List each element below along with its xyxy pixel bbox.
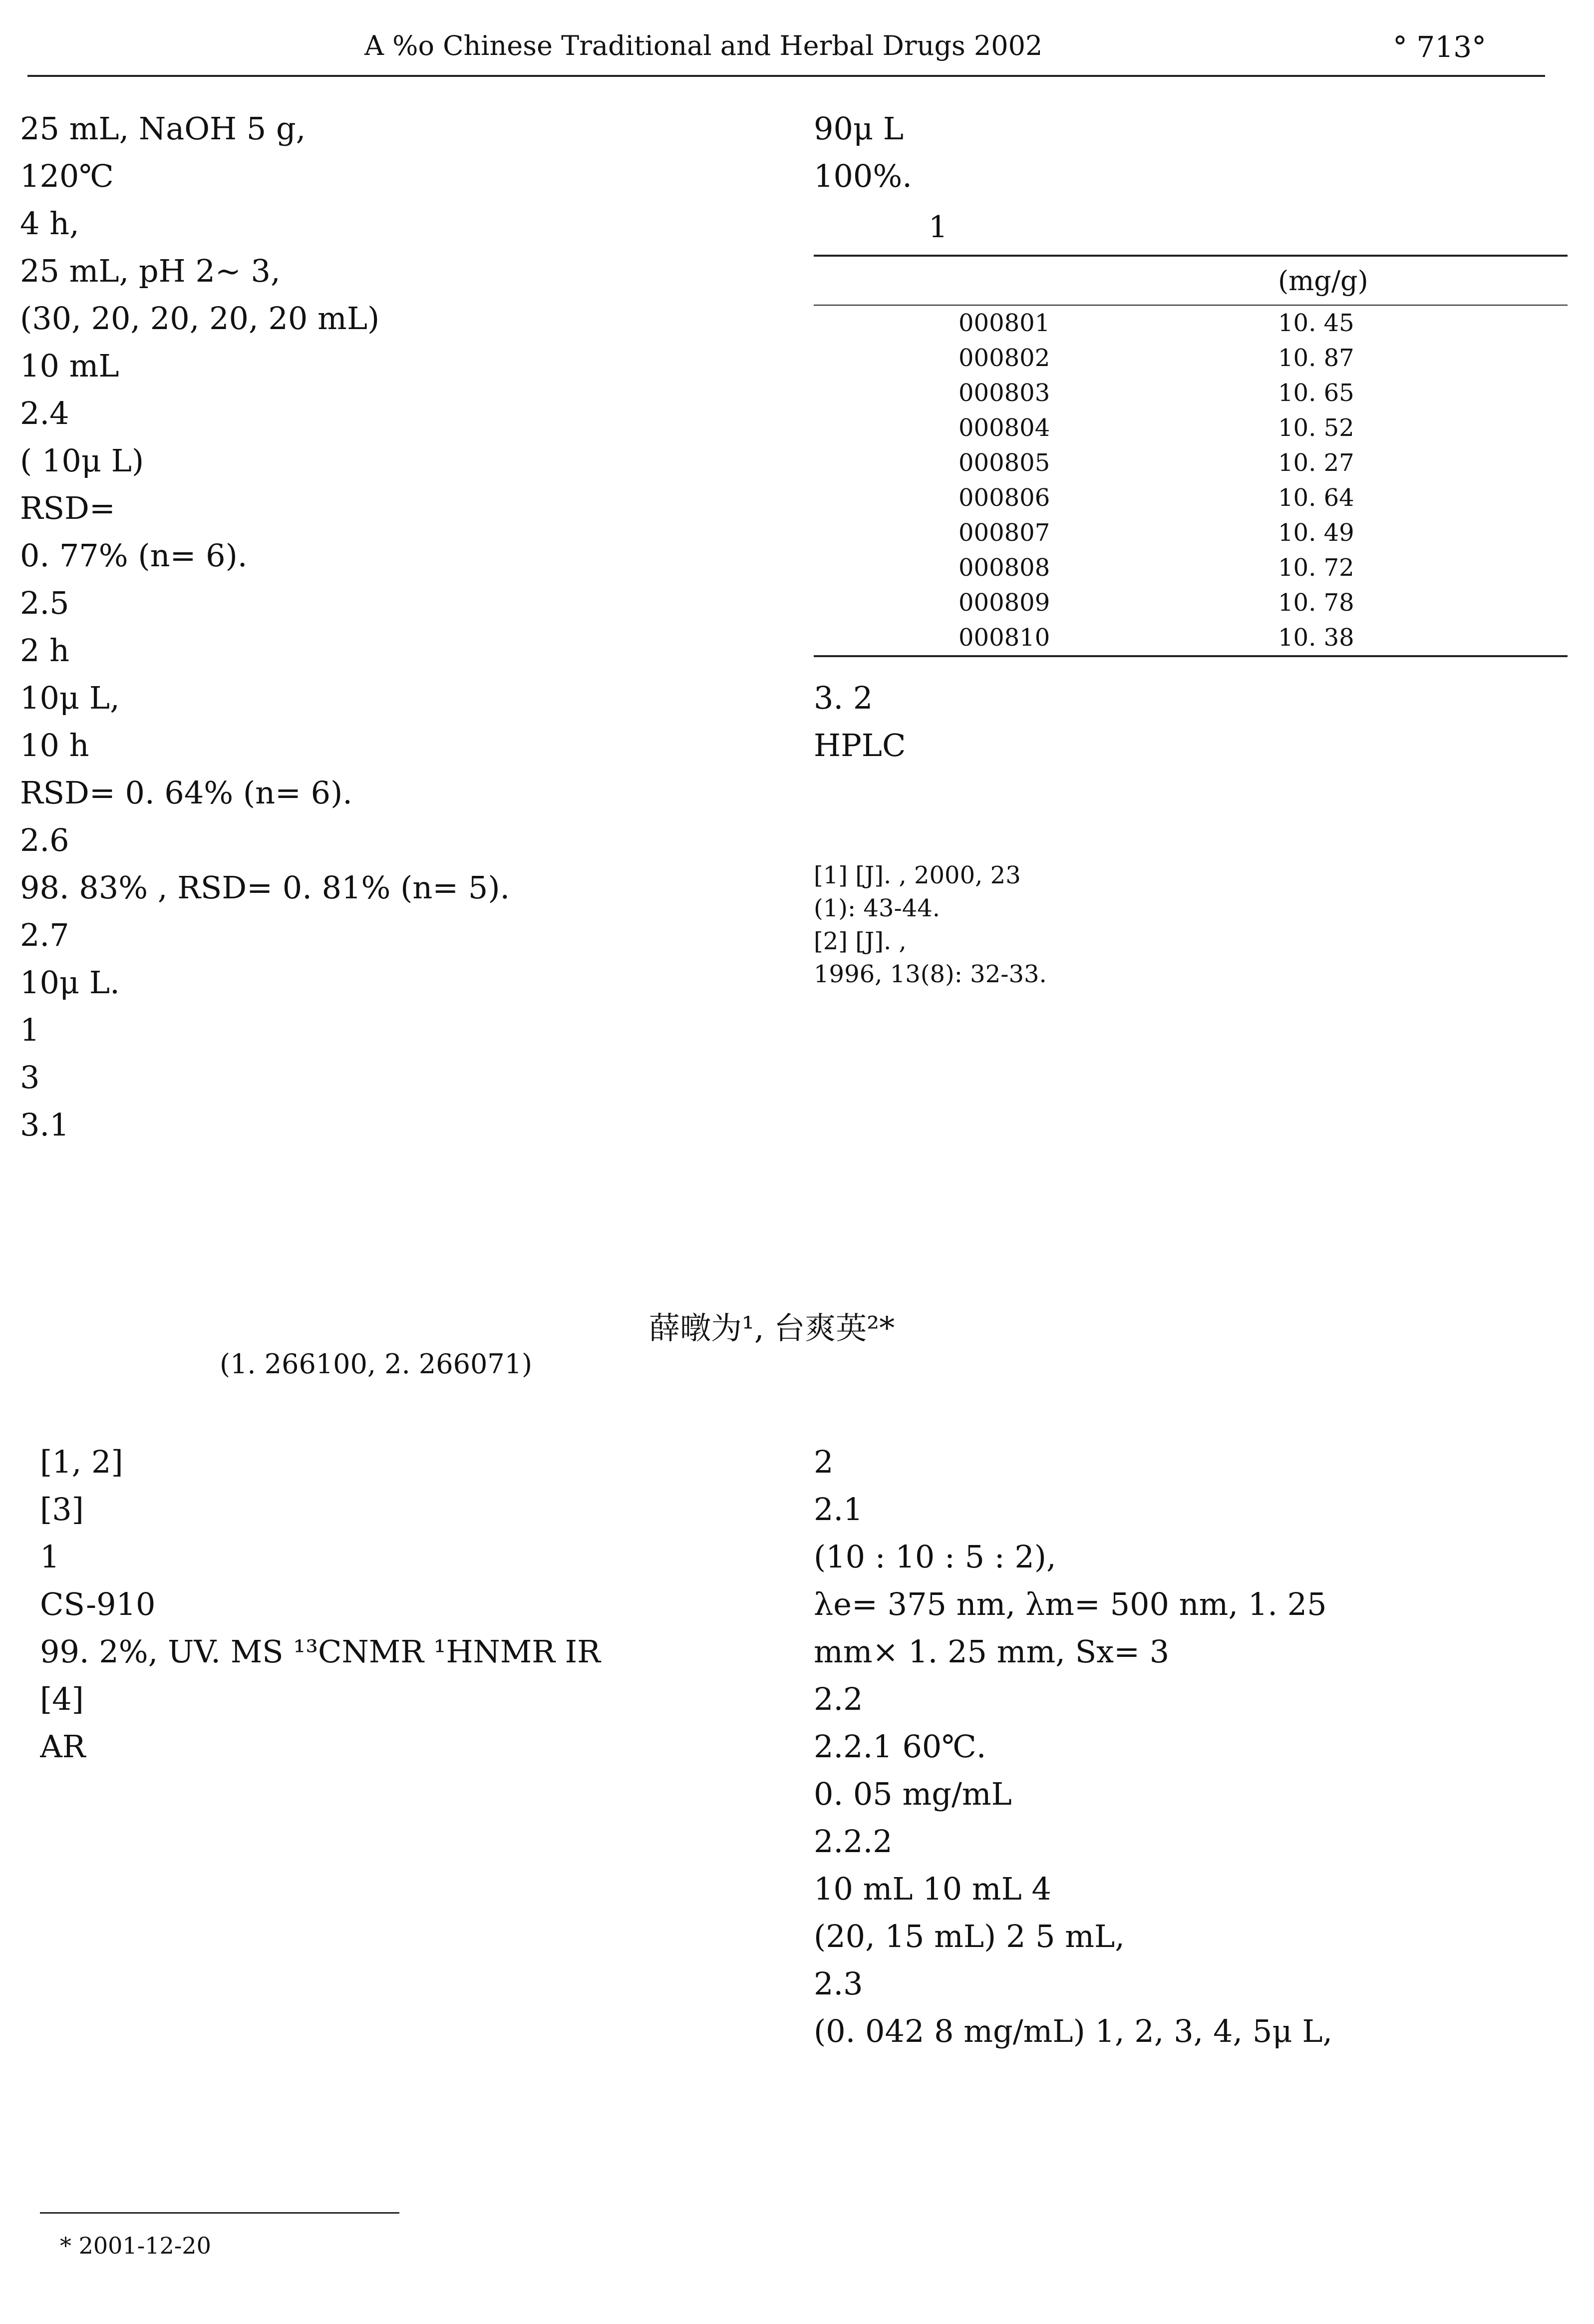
text-line: 1	[20, 1012, 40, 1048]
running-header	[0, 20, 1594, 90]
text-line: RSD=	[20, 490, 115, 526]
value-cell: 10. 72	[1278, 554, 1354, 582]
sample-id-cell: 000807	[958, 519, 1050, 547]
sample-id-cell: 000808	[958, 554, 1050, 582]
page-number: ° 713°	[1393, 30, 1487, 64]
references	[814, 859, 1568, 991]
text-line: 2 h	[20, 632, 70, 669]
text-line: 2.2.2	[814, 1823, 893, 1860]
sample-id-cell: 000802	[958, 344, 1050, 372]
right-column-top	[814, 105, 1568, 200]
text-line: ( 10μ L)	[20, 442, 144, 479]
text-line: 2.3	[814, 1965, 863, 2002]
text-line: 99. 2%, UV. MS ¹³CNMR ¹HNMR IR	[40, 1633, 601, 1670]
table-row	[814, 480, 1568, 515]
sample-id-cell: 000805	[958, 449, 1050, 477]
text-line: 2.5	[20, 585, 69, 621]
content-table	[814, 255, 1568, 657]
reference: [1] [J]. , 2000, 23	[814, 861, 1021, 889]
section-heading: 1	[40, 1539, 60, 1575]
value-cell: 10. 49	[1278, 519, 1354, 547]
text-line: (20, 15 mL) 2 5 mL,	[814, 1918, 1125, 1954]
reference: (1): 43-44.	[814, 894, 941, 922]
text-line: (0. 042 8 mg/mL) 1, 2, 3, 4, 5μ L,	[814, 2013, 1333, 2049]
text-line: 10μ L,	[20, 680, 120, 716]
table-row	[814, 585, 1568, 620]
table-row	[814, 306, 1568, 341]
left-column-bottom	[40, 1438, 779, 1770]
footnote-rule	[40, 2212, 399, 2214]
table-row	[814, 550, 1568, 585]
text-line: (30, 20, 20, 20, 20 mL)	[20, 300, 380, 337]
affiliation: (1. 266100, 2. 266071)	[220, 1348, 533, 1380]
sample-id-cell: 000806	[958, 484, 1050, 512]
reference: 1996, 13(8): 32-33.	[814, 960, 1047, 988]
text-line: mm× 1. 25 mm, Sx= 3	[814, 1633, 1170, 1670]
left-column-top	[20, 105, 779, 1149]
table-row	[814, 410, 1568, 445]
text-line: 2.7	[20, 917, 69, 953]
text-line: HPLC	[814, 727, 906, 764]
text-line: AR	[40, 1728, 86, 1765]
journal-header: A %o Chinese Traditional and Herbal Drugs 2002	[364, 30, 1043, 61]
value-cell: 10. 64	[1278, 484, 1354, 512]
text-line: 25 mL, NaOH 5 g,	[20, 110, 306, 147]
text-line: 3. 2	[814, 680, 873, 716]
text-line: (10 : 10 : 5 : 2),	[814, 1539, 1056, 1575]
table-row	[814, 376, 1568, 410]
text-line: 4 h,	[20, 205, 79, 242]
value-cell: 10. 87	[1278, 344, 1354, 372]
header-rule	[27, 75, 1545, 77]
text-line: 10 mL	[20, 348, 119, 384]
sample-id-cell: 000801	[958, 309, 1050, 337]
text-line: 10 h	[20, 727, 89, 764]
footnote: * 2001-12-20	[60, 2232, 211, 2259]
value-cell: 10. 65	[1278, 379, 1354, 407]
table-header-row	[814, 257, 1568, 305]
text-line: 2.2.1 60℃.	[814, 1728, 986, 1765]
text-line: 2.2	[814, 1681, 863, 1717]
value-cell: 10. 38	[1278, 624, 1354, 652]
text-line: 0. 77% (n= 6).	[20, 537, 248, 574]
sample-id-cell: 000804	[958, 414, 1050, 442]
table-title: 1	[929, 210, 948, 245]
text-line: 90μ L	[814, 110, 904, 147]
text-line: 100%.	[814, 158, 912, 194]
table-row	[814, 515, 1568, 550]
table-header-cell: (mg/g)	[1278, 265, 1368, 297]
value-cell: 10. 52	[1278, 414, 1354, 442]
sample-id-cell: 000809	[958, 589, 1050, 617]
table-row	[814, 341, 1568, 376]
reference: [2] [J]. ,	[814, 927, 907, 955]
text-line: 0. 05 mg/mL	[814, 1776, 1012, 1812]
text-line: [1, 2]	[40, 1444, 123, 1480]
section-heading: 2	[814, 1444, 834, 1480]
text-line: 2.6	[20, 822, 69, 858]
text-line: CS-910	[40, 1586, 156, 1622]
section-heading: 3	[20, 1059, 40, 1096]
text-line: 10μ L.	[20, 964, 120, 1001]
authors: 薛暾为¹, 台爽英²*	[649, 1310, 895, 1346]
table-row	[814, 620, 1568, 655]
value-cell: 10. 45	[1278, 309, 1354, 337]
text-line: 2.1	[814, 1491, 863, 1528]
text-line: [4]	[40, 1681, 84, 1717]
text-line: 2.4	[20, 395, 69, 431]
right-column-bottom	[814, 1438, 1568, 2055]
table-body	[814, 306, 1568, 655]
text-line: λe= 375 nm, λm= 500 nm, 1. 25	[814, 1586, 1327, 1622]
text-line: 10 mL 10 mL 4	[814, 1871, 1051, 1907]
text-line: 98. 83% , RSD= 0. 81% (n= 5).	[20, 869, 510, 906]
section-3-2	[814, 674, 1568, 769]
sample-id-cell: 000803	[958, 379, 1050, 407]
text-line: 3.1	[20, 1107, 69, 1143]
value-cell: 10. 27	[1278, 449, 1354, 477]
text-line: 120℃	[20, 158, 114, 194]
table-rule-bottom	[814, 655, 1568, 657]
sample-id-cell: 000810	[958, 624, 1050, 652]
table-row	[814, 445, 1568, 480]
text-line: [3]	[40, 1491, 84, 1528]
text-line: RSD= 0. 64% (n= 6).	[20, 775, 353, 811]
text-line: 25 mL, pH 2~ 3,	[20, 253, 281, 289]
value-cell: 10. 78	[1278, 589, 1354, 617]
